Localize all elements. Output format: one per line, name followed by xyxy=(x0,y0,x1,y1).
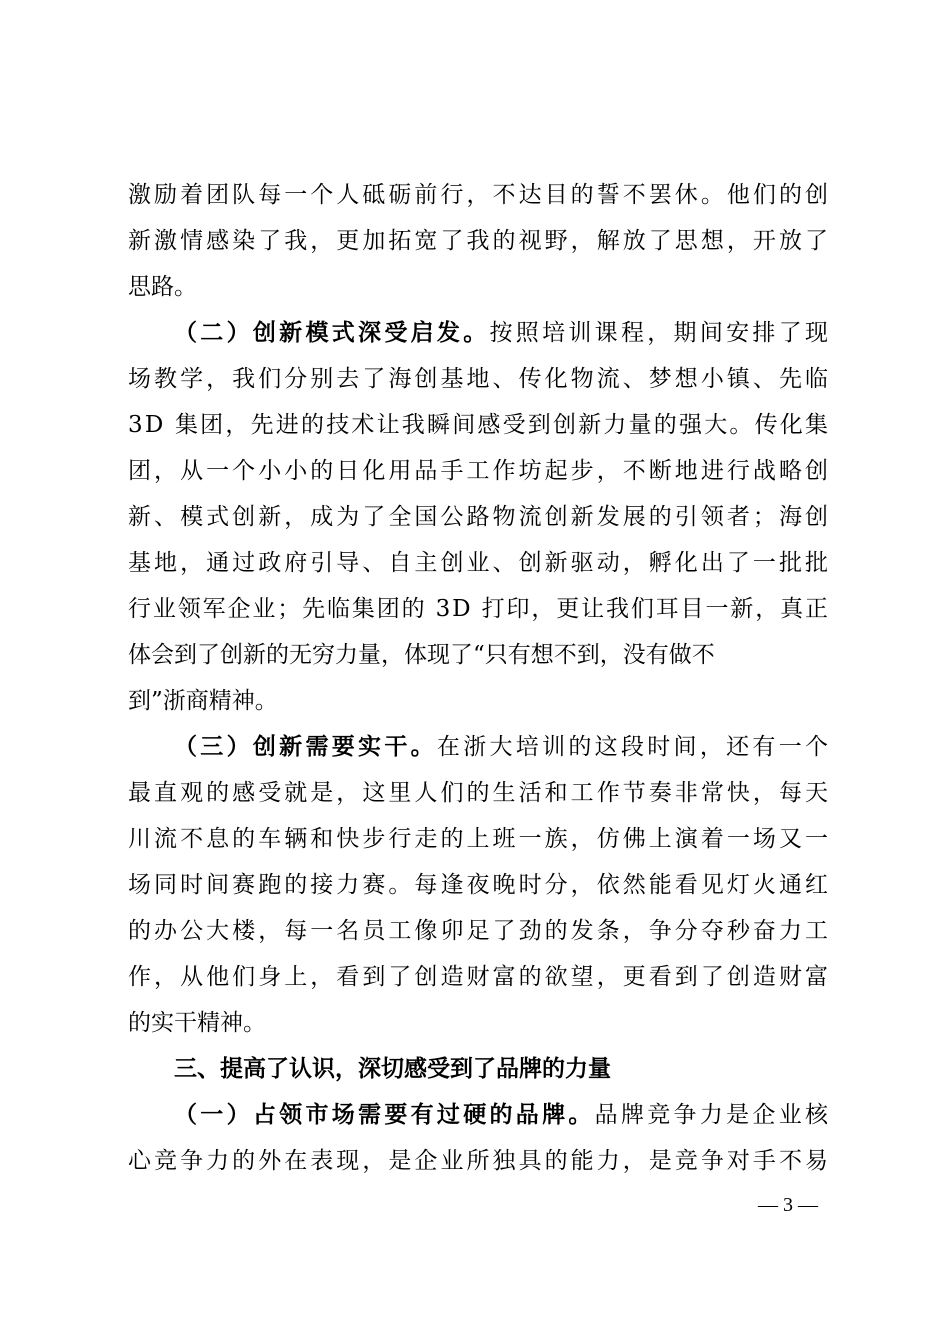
line-text: 品牌竞争力是企业核 xyxy=(594,1102,832,1128)
bold-heading: （三）创新需要实干。 xyxy=(174,733,437,760)
line-text: 激励着团队每一个人砥砺前行，不达目的誓不罢休。他们的创 xyxy=(128,182,832,208)
line-text: 在浙大培训的这段时间，还有一个 xyxy=(436,734,832,760)
line-text: 新激情感染了我，更加拓宽了我的视野，解放了思想，开放了 xyxy=(128,228,832,254)
text-line xyxy=(128,310,832,356)
bold-heading: （二）创新模式深受启发。 xyxy=(174,319,490,346)
line-text: 心竞争力的外在表现，是企业所独具的能力，是竞争对手不易 xyxy=(128,1148,832,1174)
line-text: 最直观的感受就是，这里人们的生活和工作节奏非常快，每天 xyxy=(128,780,832,806)
text-line xyxy=(128,908,832,954)
bold-heading: 三、提高了认识，深切感受到了品牌的力量 xyxy=(174,1055,611,1082)
text-line xyxy=(128,1046,828,1092)
text-line xyxy=(128,1000,828,1046)
line-text: 基地，通过政府引导、自主创业、创新驱动，孵化出了一批批 xyxy=(128,550,832,576)
line-text: 川流不息的车辆和快步行走的上班一族，仿佛上演着一场又一 xyxy=(128,826,832,852)
line-text: 新、模式创新，成为了全国公路物流创新发展的引领者；海创 xyxy=(128,504,832,530)
page-number: — 3 — xyxy=(758,1194,818,1216)
text-line xyxy=(128,816,832,862)
line-text: 3D 集团，先进的技术让我瞬间感受到创新力量的强大。传化集 xyxy=(128,412,831,438)
text-line xyxy=(128,356,832,402)
text-line xyxy=(128,402,831,448)
text-line xyxy=(128,678,828,724)
text-line xyxy=(128,540,832,586)
line-text: 场同时间赛跑的接力赛。每逢夜晚时分，依然能看见灯火通红 xyxy=(128,872,832,898)
line-text: 场教学，我们分别去了海创基地、传化物流、梦想小镇、先临 xyxy=(128,366,832,392)
line-text: 体会到了创新的无穷力量，体现了“只有想不到，没有做不 xyxy=(128,642,715,668)
text-line xyxy=(128,954,832,1000)
text-line xyxy=(128,586,828,632)
text-line xyxy=(128,770,832,816)
text-line xyxy=(128,494,832,540)
text-line xyxy=(128,172,832,218)
line-text: 作，从他们身上，看到了创造财富的欲望，更看到了创造财富 xyxy=(128,964,832,990)
text-line xyxy=(128,724,832,770)
line-text: 的办公大楼，每一名员工像卯足了劲的发条，争分夺秒奋力工 xyxy=(128,918,832,944)
body-text xyxy=(128,172,832,1184)
text-line xyxy=(128,632,828,678)
text-line xyxy=(128,1138,832,1184)
line-text: 行业领军企业；先临集团的 3D 打印，更让我们耳目一新，真正 xyxy=(128,596,830,622)
text-line xyxy=(128,218,832,264)
text-line xyxy=(128,1092,832,1138)
line-text: 团，从一个小小的日化用品手工作坊起步，不断地进行战略创 xyxy=(128,458,832,484)
bold-heading: （一）占领市场需要有过硬的品牌。 xyxy=(174,1101,595,1128)
text-line xyxy=(128,264,828,310)
text-line xyxy=(128,862,832,908)
line-text: 的实干精神。 xyxy=(128,1010,266,1036)
line-text: 到”浙商精神。 xyxy=(128,688,278,714)
line-text: 按照培训课程，期间安排了现 xyxy=(489,320,832,346)
text-line xyxy=(128,448,832,494)
line-text: 思路。 xyxy=(128,274,197,300)
